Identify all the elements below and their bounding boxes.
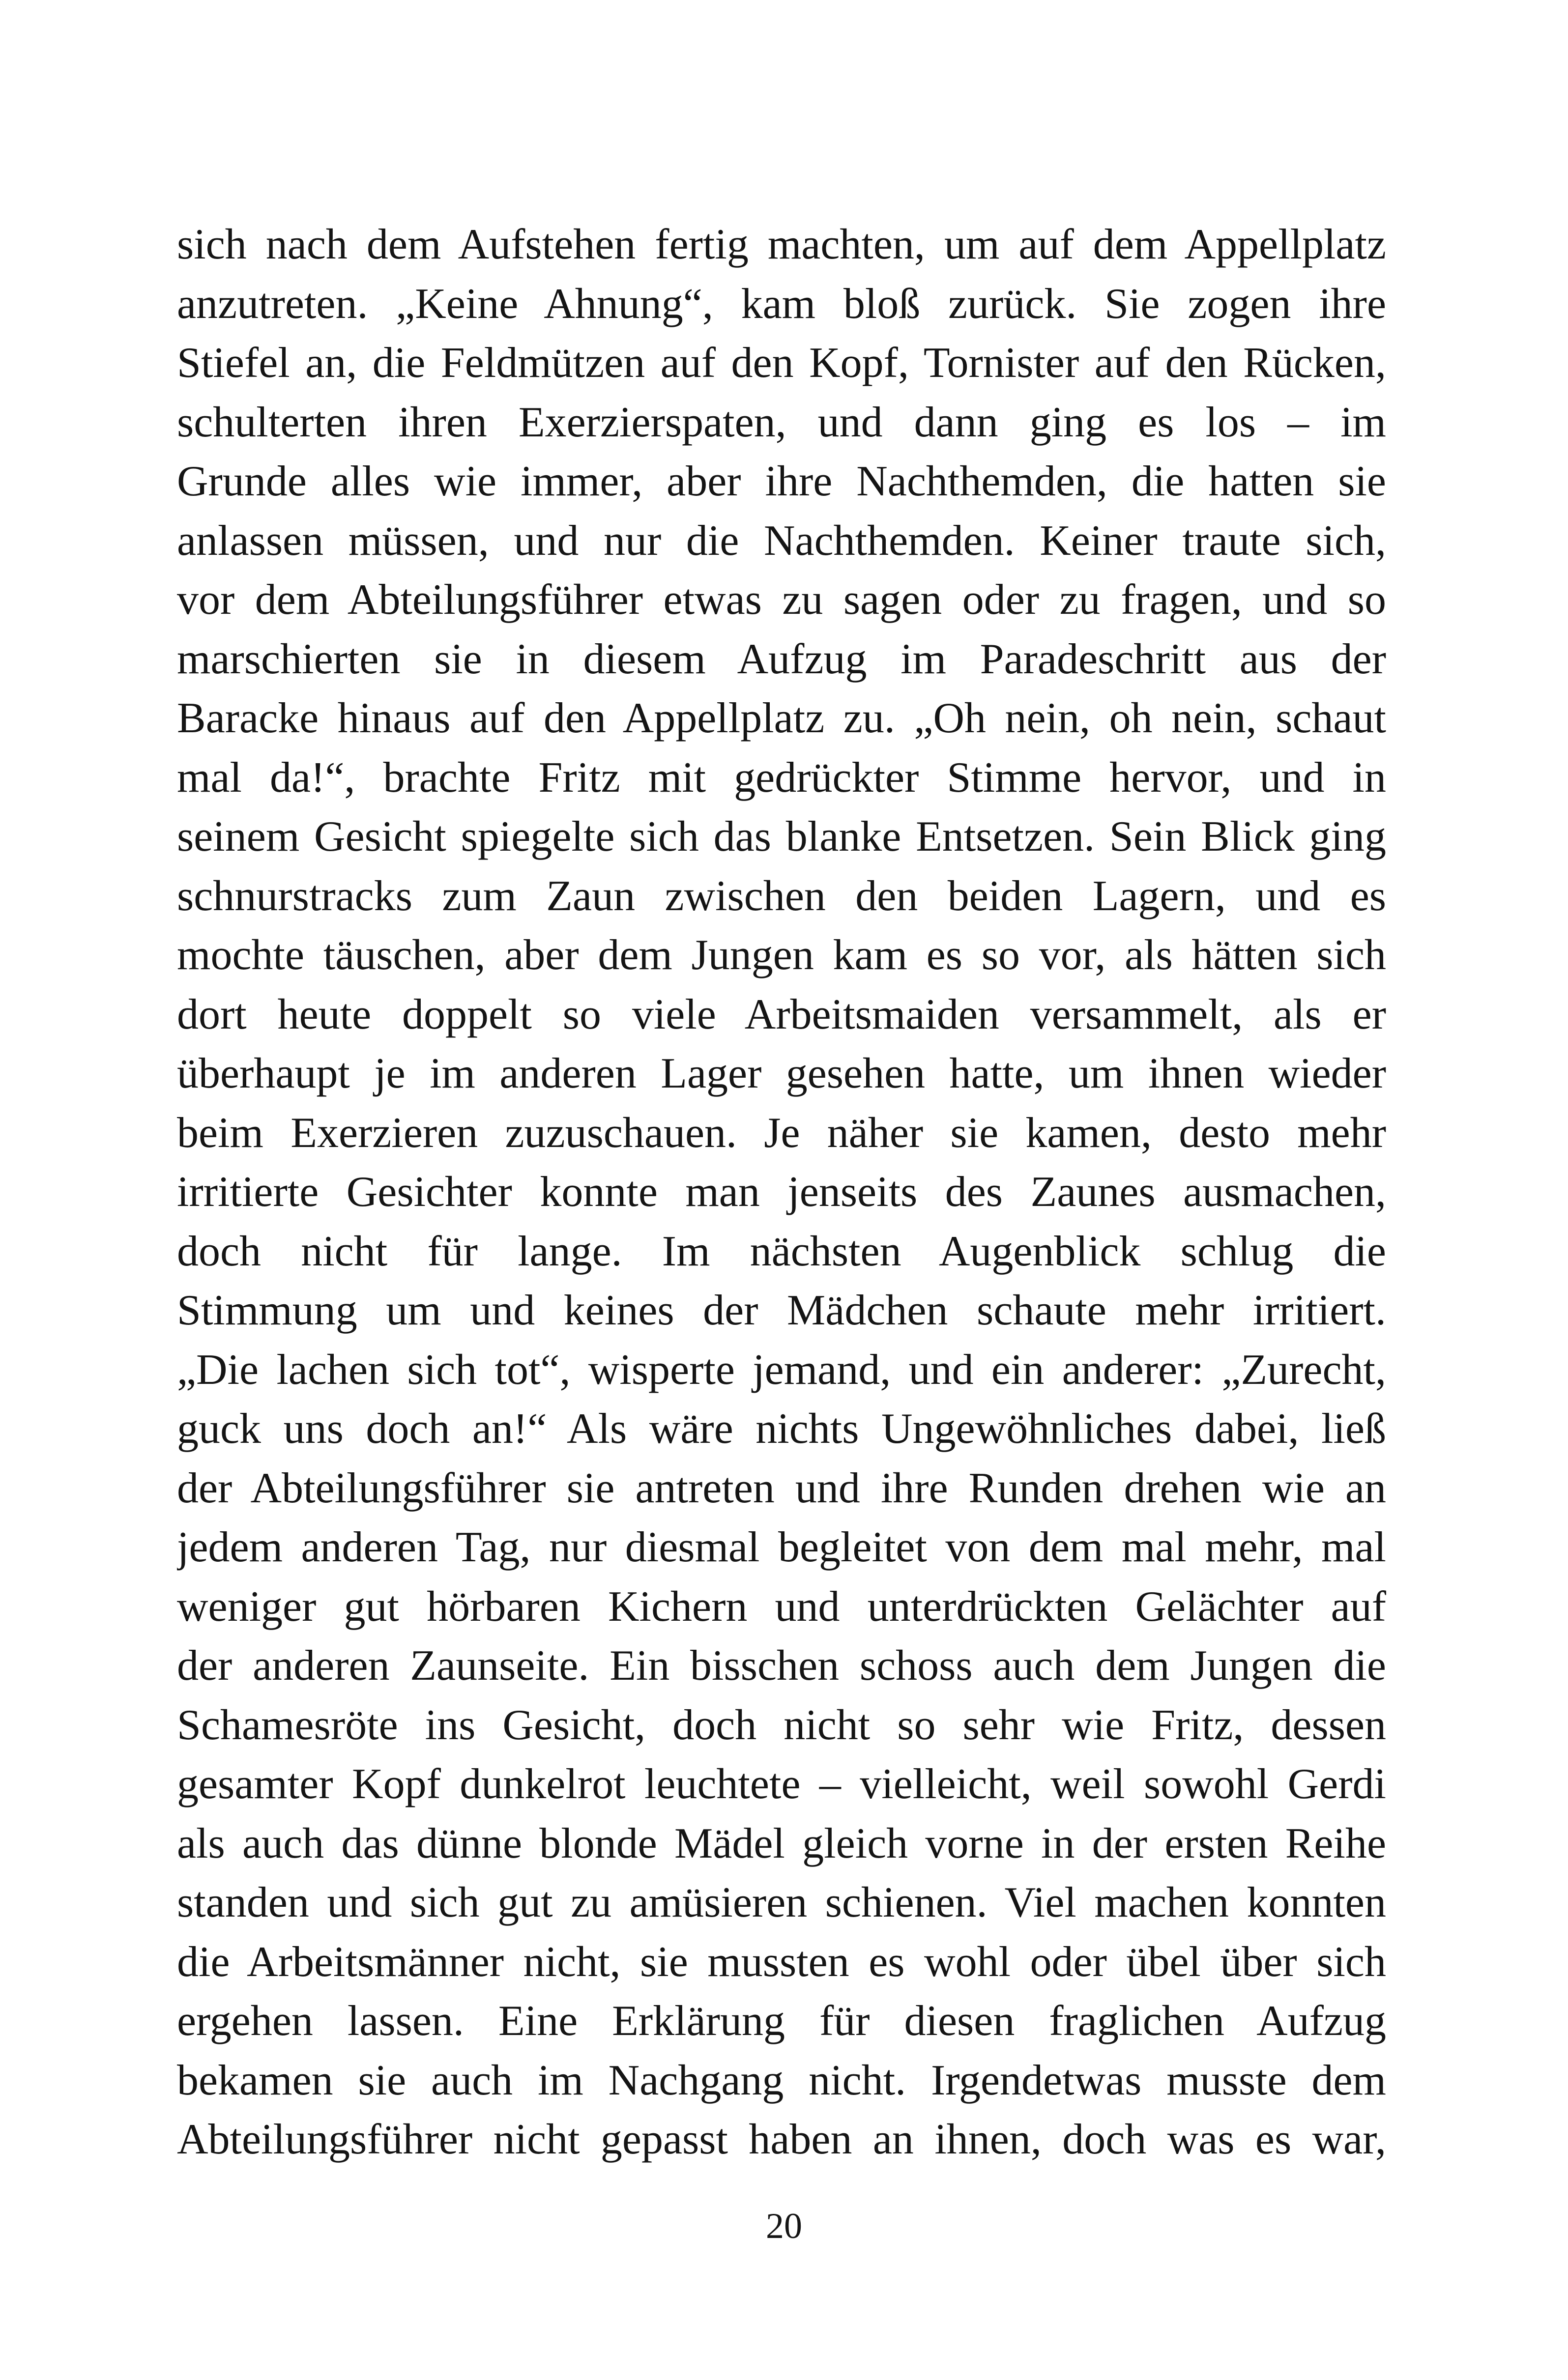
text-line: Baracke hinaus auf den Appellplatz zu. „Oh nein, oh nein, schaut [177,694,1386,742]
text-line: schnurstracks zum Zaun zwischen den beiden Lagern, und es [177,872,1386,920]
text-line: mochte täuschen, aber dem Jungen kam es so vor, als hätten sich [177,931,1386,979]
text-line: jedem anderen Tag, nur diesmal begleitet von dem mal mehr, mal [177,1523,1386,1571]
text-line: standen und sich gut zu amüsieren schienen. Viel machen konnten [177,1879,1386,1926]
text-line: überhaupt je im anderen Lager gesehen hatte, um ihnen wieder [177,1050,1386,1097]
text-line: Abteilungsführer nicht gepasst haben an ihnen, doch was es war, [177,2116,1386,2163]
text-line: Stiefel an, die Feldmützen auf den Kopf, Tornister auf den Rücken, [177,339,1386,387]
text-line: dort heute doppelt so viele Arbeitsmaiden versammelt, als er [177,990,1386,1038]
text-line: mal da!“, brachte Fritz mit gedrückter Stimme hervor, und in [177,753,1386,802]
text-line: guck uns doch an!“ Als wäre nichts Ungewöhnliches dabei, ließ [177,1405,1386,1453]
page-number: 20 [766,2206,802,2246]
text-line: die Arbeitsmänner nicht, sie mussten es wohl oder übel über sich [177,1938,1386,1986]
text-line: vor dem Abteilungsführer etwas zu sagen oder zu fragen, und so [177,576,1386,624]
body-text [177,215,1386,2170]
text-line: der Abteilungsführer sie antreten und ihre Runden drehen wie an [177,1464,1386,1512]
text-line: Grunde alles wie immer, aber ihre Nachthemden, die hatten sie [177,458,1386,505]
text-line: doch nicht für lange. Im nächsten Augenblick schlug die [177,1227,1386,1275]
text-line: gesamter Kopf dunkelrot leuchtete – vielleicht, weil sowohl Gerdi [177,1760,1386,1808]
text-line: Schamesröte ins Gesicht, doch nicht so sehr wie Fritz, dessen [177,1701,1386,1749]
text-line: sich nach dem Aufstehen fertig machten, um auf dem Appellplatz [177,221,1386,268]
text-line: anlassen müssen, und nur die Nachthemden. Keiner traute sich, [177,516,1386,565]
text-line: marschierten sie in diesem Aufzug im Paradeschritt aus der [177,635,1386,683]
text-line: weniger gut hörbaren Kichern und unterdrückten Gelächter auf [177,1582,1386,1631]
text-line: der anderen Zaunseite. Ein bisschen schoss auch dem Jungen die [177,1642,1386,1690]
text-line: beim Exerzieren zuzuschauen. Je näher sie kamen, desto mehr [177,1109,1386,1157]
text-line: irritierte Gesichter konnte man jenseits des Zaunes ausmachen, [177,1168,1386,1216]
text-line: bekamen sie auch im Nachgang nicht. Irgendetwas musste dem [177,2056,1386,2104]
text-line: schulterten ihren Exerzierspaten, und dann ging es los – im [177,398,1386,446]
text-line: als auch das dünne blonde Mädel gleich vorne in der ersten Reihe [177,1819,1386,1867]
text-line: anzutreten. „Keine Ahnung“, kam bloß zurück. Sie zogen ihre [177,280,1386,328]
text-line: „Die lachen sich tot“, wisperte jemand, und ein anderer: „Zurecht, [177,1346,1386,1394]
text-line: ergehen lassen. Eine Erklärung für diesen fraglichen Aufzug [177,1997,1386,2045]
text-line: Stimmung um und keines der Mädchen schaute mehr irritiert. [177,1287,1386,1334]
text-line: seinem Gesicht spiegelte sich das blanke Entsetzen. Sein Blick ging [177,813,1386,860]
